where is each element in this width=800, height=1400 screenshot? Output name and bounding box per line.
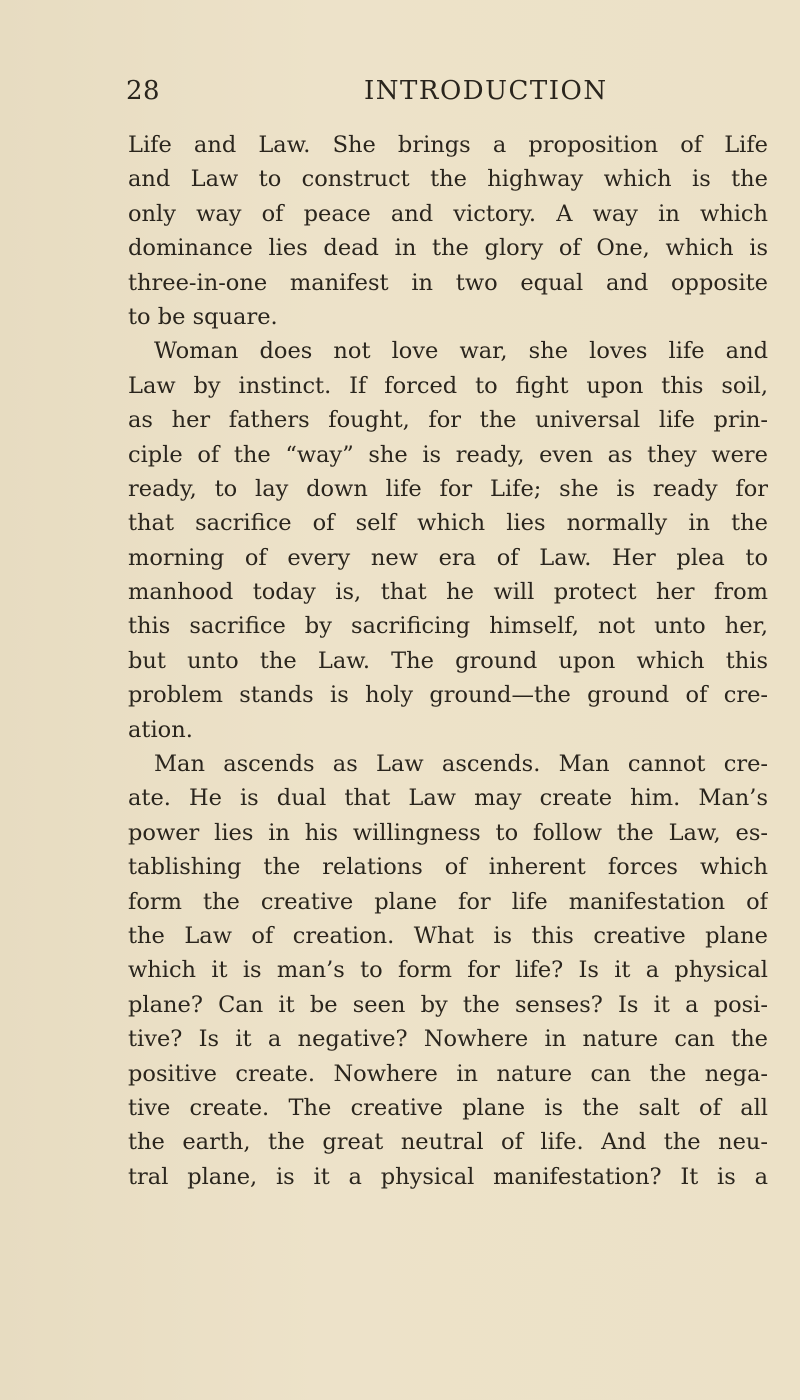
text-line: Law by instinct. If forced to fight upon this soil,: [128, 372, 768, 399]
text-line: tive? Is it a negative? Nowhere in nature can the: [128, 1026, 768, 1053]
text-line: positive create. Nowhere in nature can the nega-: [128, 1060, 768, 1087]
text-line: morning of every new era of Law. Her plea to: [128, 544, 768, 571]
text-line: power lies in his willingness to follow the Law, es-: [128, 819, 768, 846]
text-line: problem stands is holy ground—the ground of cre-: [128, 682, 768, 709]
text-line: Life and Law. She brings a proposition of Life: [128, 132, 768, 158]
text-line: dominance lies dead in the glory of One, which is: [128, 235, 768, 262]
text-line: manhood today is, that he will protect her from: [128, 579, 768, 606]
text-line: but unto the Law. The ground upon which this: [128, 647, 768, 674]
running-head: INTRODUCTION: [364, 76, 608, 106]
page-header: [126, 76, 608, 116]
text-line: Man ascends as Law ascends. Man cannot cre-: [154, 751, 768, 778]
text-line: which it is man’s to form for life? Is it a physical: [128, 957, 768, 984]
text-line: tive create. The creative plane is the salt of all: [128, 1094, 768, 1121]
text-line: and Law to construct the highway which is the: [128, 166, 768, 193]
body-text: [128, 128, 770, 1194]
text-line: the Law of creation. What is this creative plane: [128, 922, 768, 949]
text-line: tral plane, is it a physical manifestation? It is a: [128, 1163, 768, 1190]
text-line: the earth, the great neutral of life. And the neu-: [128, 1129, 768, 1156]
text-line: this sacrifice by sacrificing himself, not unto her,: [128, 613, 768, 640]
text-line: as her fathers fought, for the universal life prin-: [128, 407, 768, 434]
page-number: 28: [126, 76, 161, 106]
text-line: that sacrifice of self which lies normally in the: [128, 510, 768, 537]
text-line: three-in-one manifest in two equal and opposite: [128, 269, 768, 296]
text-line: ciple of the “way” she is ready, even as they were: [128, 441, 768, 468]
text-line: to be square.: [128, 303, 278, 330]
text-line: ation.: [128, 716, 193, 743]
text-line: form the creative plane for life manifestation of: [128, 888, 768, 915]
text-line: Woman does not love war, she loves life and: [154, 338, 768, 365]
text-line: ready, to lay down life for Life; she is ready for: [128, 475, 768, 502]
text-line: ate. He is dual that Law may create him. Man’s: [128, 785, 768, 812]
text-line: plane? Can it be seen by the senses? Is it a posi-: [128, 991, 768, 1018]
text-line: only way of peace and victory. A way in which: [128, 200, 768, 227]
text-line: tablishing the relations of inherent forces which: [128, 854, 768, 881]
